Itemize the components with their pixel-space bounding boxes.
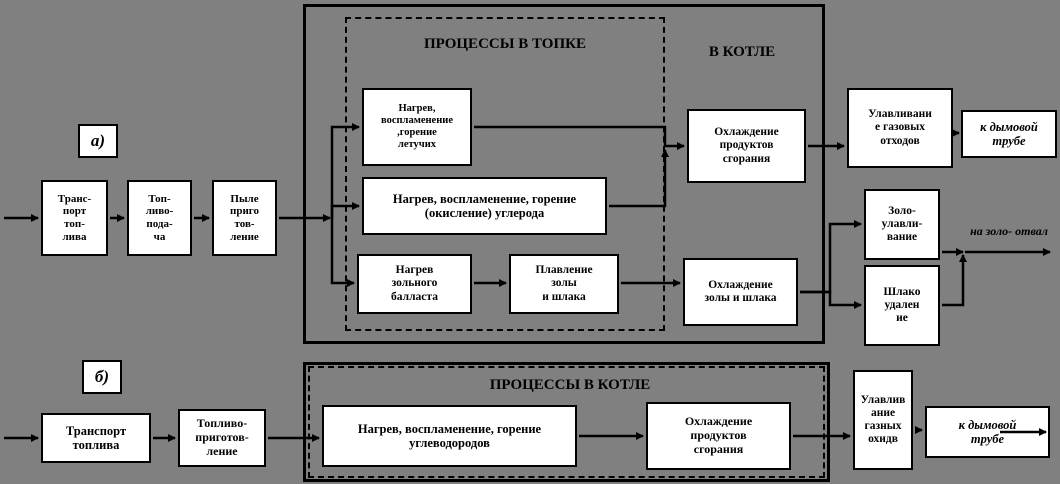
box-fuel-feed-a-l1: Топ-	[148, 192, 171, 205]
box-capture-l2: е газовых	[875, 121, 925, 134]
box-cooling-products-a-l3: сгорания	[722, 152, 771, 165]
box-melting-l1: Плавление	[535, 264, 593, 277]
box-fuel-feed-a-l2: ливо-	[145, 205, 174, 218]
box-dust-preparation-a-l2: приго	[229, 205, 259, 218]
box-ash-ballast-l1: Нагрев	[395, 264, 434, 277]
outlet-to-chimney-b-l1: к дымовой	[958, 417, 1017, 432]
box-cooling-products-b-l1: Охлаждение	[684, 414, 753, 429]
box-fuel-feed-a-l3: пода-	[146, 218, 173, 230]
box-fuel-prep-b-l1: Топливо-	[196, 416, 248, 431]
in-boiler-title: В КОТЛЕ	[708, 44, 776, 60]
outlet-to-chimney-b-l2: трубе	[970, 432, 1005, 446]
box-volatiles-l3: ,горение	[397, 127, 437, 138]
box-melting-l2: золы	[551, 277, 577, 290]
furnace-processes-title: ПРОЦЕССЫ В ТОПКЕ	[423, 36, 586, 52]
box-cooling-ash-l1: Охлаждение	[708, 278, 773, 291]
panel-a-tag: а)	[78, 124, 118, 158]
boiler-processes-title: ПРОЦЕССЫ В КОТЛЕ	[489, 377, 651, 393]
box-cooling-products-b-l2: продуктов	[690, 428, 747, 443]
outlet-to-chimney-a-l1: к дымовой	[980, 119, 1038, 134]
box-dust-preparation-a-l1: Пыле	[230, 192, 259, 205]
box-fuel-prep-b-l3: ление	[206, 443, 238, 458]
box-capture-b-l1: Улавлив	[860, 393, 906, 406]
panel-b-tag: б)	[82, 360, 122, 394]
box-transport-fuel-a-l2: порт	[62, 205, 87, 218]
box-volatiles-l2: воспламенение	[381, 114, 453, 126]
box-transport-fuel-b-l1: Транспорт	[65, 423, 127, 438]
box-transport-fuel-b-l2: топлива	[72, 438, 120, 452]
box-capture-l3: отходов	[880, 134, 920, 147]
box-capture-b-l2: ание	[870, 406, 896, 419]
box-carbon-l1: Нагрев, воспламенение, горение	[392, 191, 577, 206]
box-hydrocarbons-l1: Нагрев, воспламенение, горение	[357, 421, 542, 436]
box-transport-fuel-a-l4: лива	[62, 230, 87, 243]
box-dust-preparation-a-l3: тов-	[234, 218, 255, 230]
box-ash-collect-l1: Золо-	[888, 204, 916, 217]
box-capture-b-l3: газных	[864, 420, 902, 432]
box-volatiles-l1: Нагрев,	[398, 102, 436, 114]
box-fuel-prep-b-l2: приготов-	[195, 430, 249, 445]
box-transport-fuel-a-l3: топ-	[64, 218, 85, 230]
outlet-to-ashdump-l2: отвал	[1015, 224, 1048, 238]
box-ash-collect-l3: вание	[886, 231, 918, 244]
box-ash-ballast-l2: зольного	[391, 277, 438, 290]
outlet-to-ashdump-l1: на золо-	[970, 224, 1013, 238]
box-cooling-products-a-l2: продуктов	[719, 139, 774, 152]
box-cooling-ash-l2: золы и шлака	[704, 292, 777, 304]
box-volatiles-l4: летучих	[397, 139, 437, 151]
box-slag-remove-l2: удален	[884, 298, 920, 311]
box-cooling-products-a-l1: Охлаждение	[714, 126, 779, 139]
box-ash-collect-l2: улавли-	[881, 217, 923, 230]
box-melting-l3: и шлака	[542, 290, 586, 303]
box-fuel-feed-a-l4: ча	[153, 230, 166, 243]
box-transport-fuel-a-l1: Транс-	[57, 192, 92, 205]
box-cooling-products-b-l3: сгорания	[693, 441, 744, 456]
outlet-to-chimney-a-l2: трубе	[992, 134, 1026, 148]
box-carbon-l2: (окисление) углерода	[424, 206, 545, 220]
box-ash-ballast-l3: балласта	[391, 290, 438, 303]
box-capture-l1: Улавливани	[868, 108, 932, 121]
box-capture-b-l4: охидв	[868, 433, 898, 446]
box-slag-remove-l3: ие	[896, 312, 908, 325]
box-dust-preparation-a-l4: ление	[230, 230, 259, 243]
box-slag-remove-l1: Шлако	[883, 285, 921, 298]
box-hydrocarbons-l2: углеводородов	[409, 436, 490, 450]
